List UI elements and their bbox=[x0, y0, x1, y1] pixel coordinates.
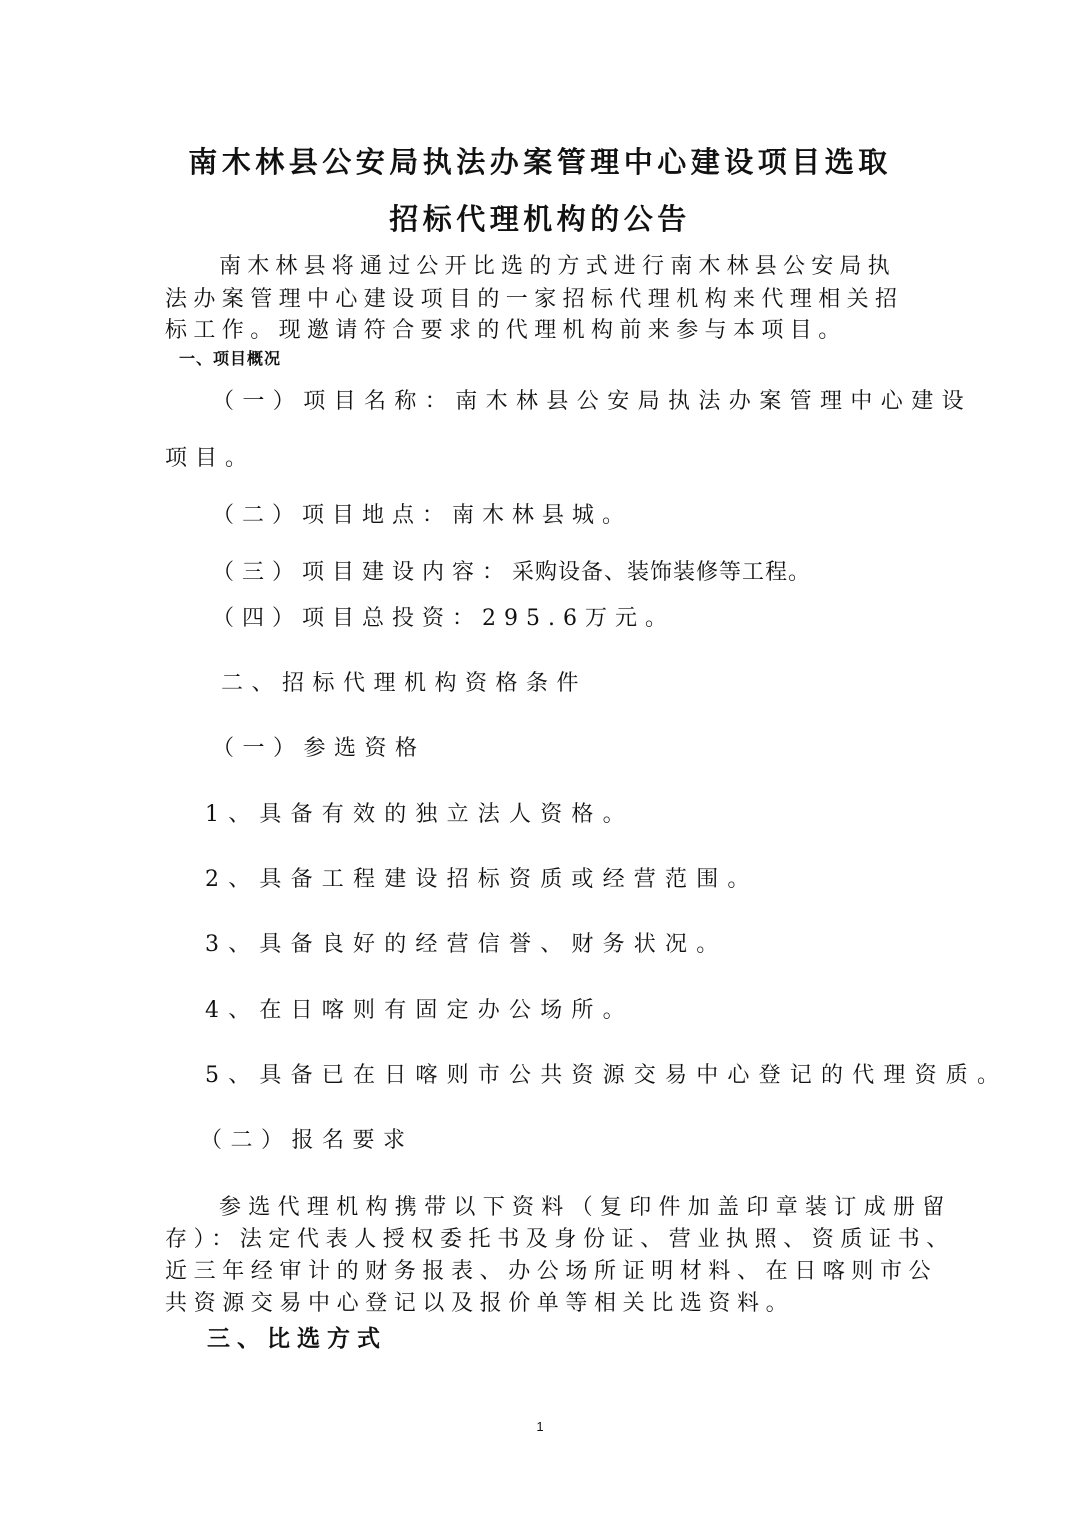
qualification-item: 2、具备工程建设招标资质或经营范围。 bbox=[205, 867, 759, 892]
section1-item3-value: 采购设备、装饰装修等工程。 bbox=[512, 560, 812, 585]
intro-line-1: 南木林县将通过公开比选的方式进行南木林县公安局执 bbox=[219, 254, 896, 279]
section1-item4: （四）项目总投资：295.6万元。 bbox=[212, 606, 675, 631]
requirements-line-1: 参选代理机构携带以下资料（复印件加盖印章装订成册留 bbox=[219, 1195, 952, 1220]
section1-item1-line2: 项目。 bbox=[165, 446, 256, 471]
requirements-line-2: 存）：法定代表人授权委托书及身份证、营业执照、资质证书、 bbox=[165, 1227, 955, 1252]
section1-item3-label: （三）项目建设内容： bbox=[212, 560, 513, 585]
intro-line-2: 法办案管理中心建设项目的一家招标代理机构来代理相关招 bbox=[165, 287, 904, 312]
qualification-item: 1、具备有效的独立法人资格。 bbox=[205, 802, 634, 827]
section3-heading: 三、比选方式 bbox=[207, 1326, 387, 1352]
page-number: 1 bbox=[536, 1419, 544, 1434]
section2-sub2-heading: （二）报名要求 bbox=[200, 1128, 414, 1153]
requirements-line-4: 共资源交易中心登记以及报价单等相关比选资料。 bbox=[165, 1291, 795, 1316]
intro-line-3: 标工作。现邀请符合要求的代理机构前来参与本项目。 bbox=[165, 318, 847, 343]
qualification-item: 3、具备良好的经营信誉、财务状况。 bbox=[205, 932, 728, 957]
section1-item3 bbox=[212, 555, 811, 586]
qualification-item: 4、在日喀则有固定办公场所。 bbox=[205, 998, 634, 1023]
section1-item2: （二）项目地点：南木林县城。 bbox=[212, 503, 633, 528]
section2-heading: 二、招标代理机构资格条件 bbox=[221, 671, 588, 696]
section1-item1-line1: （一）项目名称：南木林县公安局执法办案管理中心建设 bbox=[212, 389, 973, 414]
section2-sub1-heading: （一）参选资格 bbox=[212, 736, 426, 761]
title-line-1: 南木林县公安局执法办案管理中心建设项目选取 bbox=[188, 145, 892, 179]
qualification-item: 5、具备已在日喀则市公共资源交易中心登记的代理资质。 bbox=[205, 1063, 1009, 1088]
title-line-2: 招标代理机构的公告 bbox=[389, 202, 691, 236]
requirements-line-3: 近三年经审计的财务报表、办公场所证明材料、在日喀则市公 bbox=[165, 1259, 938, 1284]
section1-heading: 一、项目概况 bbox=[179, 349, 282, 368]
